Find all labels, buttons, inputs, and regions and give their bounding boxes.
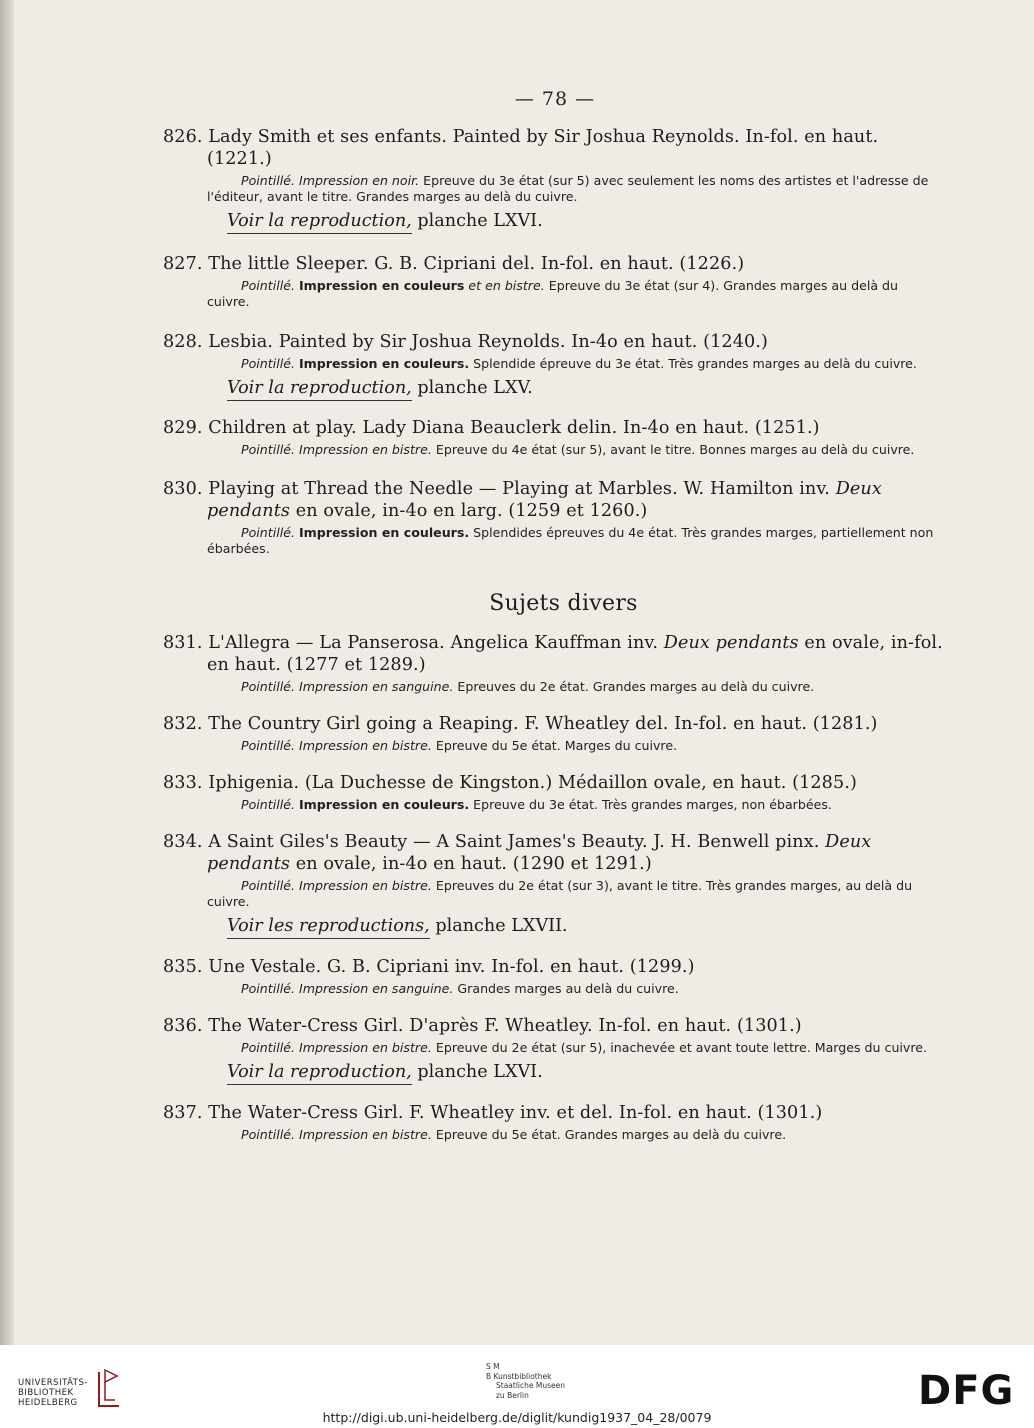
entry-heading (163, 478, 944, 522)
entry-heading: 827. The little Sleeper. G. B. Cipriani del. In-fol. en haut. (1226.) (163, 254, 745, 274)
section-title: Sujets divers (489, 591, 638, 616)
technique: Impression en bistre. (298, 878, 432, 893)
technique-prefix: Pointillé. (241, 356, 295, 371)
technique: Impression en bistre. (298, 738, 432, 753)
logo-line: B Kunstbibliothek (486, 1371, 552, 1381)
technique-prefix: Pointillé. (241, 679, 295, 694)
technique-prefix: Pointillé. (241, 1127, 295, 1142)
logo-line: UNIVERSITÄTS- (18, 1378, 88, 1388)
museum-logo[interactable] (486, 1362, 565, 1400)
dfg-logo[interactable]: DFG (918, 1368, 1015, 1414)
library-mark-icon (93, 1368, 123, 1410)
entry-830 (163, 478, 944, 557)
entry-826 (163, 126, 944, 231)
reproduction-link[interactable]: Voir la reproduction, (227, 211, 412, 234)
description-text: Epreuve du 3e état (sur 4). Grandes marges au delà du cuivre. (207, 278, 899, 309)
plate-label: planche LXV. (411, 378, 533, 398)
page-spine-shadow (0, 0, 14, 1345)
technique-prefix: Pointillé. (241, 442, 295, 457)
entry-description (163, 173, 944, 205)
entry-heading: 836. The Water-Cress Girl. D'après F. Wheatley. In-fol. en haut. (1301.) (163, 1016, 802, 1036)
entry-836 (163, 1015, 944, 1082)
catalogue-entries (163, 123, 944, 1143)
entry-description (163, 1127, 944, 1143)
heading-text: 830. Playing at Thread the Needle — Playing at Marbles. W. Hamilton inv. (163, 479, 830, 499)
entry-description (163, 738, 944, 754)
technique-prefix: Pointillé. (241, 173, 295, 188)
entry-835 (163, 956, 944, 997)
heading-italic: Deux pendants (207, 832, 872, 874)
entry-description (163, 797, 944, 813)
reproduction-reference (163, 378, 944, 398)
technique: Impression en sanguine. (298, 679, 454, 694)
entry-description (163, 278, 944, 310)
logo-line: zu Berlin (496, 1390, 529, 1400)
description-text: Grandes marges au delà du cuivre. (453, 981, 679, 996)
description-text: Epreuve du 5e état. Grandes marges au delà du cuivre. (431, 1127, 787, 1142)
technique: Impression en couleurs (298, 278, 465, 293)
description-text: Splendides épreuves du 4e état. Très grandes marges, partiellement non ébarbées. (207, 525, 934, 556)
technique: Impression en couleurs. (298, 356, 470, 371)
entry-description (163, 525, 944, 557)
entry-834 (163, 831, 944, 936)
entry-827 (163, 253, 944, 310)
technique-prefix: Pointillé. (241, 525, 295, 540)
description-text: Epreuves du 2e état (sur 3), avant le titre. Très grandes marges, au delà du cuivre. (207, 878, 913, 909)
description-text: Epreuve du 3e état. Très grandes marges, non ébarbées. (469, 797, 832, 812)
page-url[interactable]: http://digi.ub.uni-heidelberg.de/diglit/kundig1937_04_28/0079 (322, 1410, 712, 1425)
entry-heading (163, 632, 944, 676)
entry-831 (163, 632, 944, 695)
description-text: Epreuve du 2e état (sur 5), inachevée et avant toute lettre. Marges du cuivre. (431, 1040, 928, 1055)
technique: Impression en bistre. (298, 1127, 432, 1142)
description-text: Epreuve du 4e état (sur 5), avant le titre. Bonnes marges au delà du cuivre. (431, 442, 915, 457)
reproduction-link[interactable]: Voir les reproductions, (227, 916, 430, 939)
entry-heading: 826. Lady Smith et ses enfants. Painted by Sir Joshua Reynolds. In-fol. en haut. (1221.) (163, 127, 879, 169)
plate-label: planche LXVI. (411, 211, 543, 231)
description-text: Epreuve du 5e état. Marges du cuivre. (431, 738, 678, 753)
entry-heading: 832. The Country Girl going a Reaping. F. Wheatley del. In-fol. en haut. (1281.) (163, 714, 878, 734)
description-text: Epreuves du 2e état. Grandes marges au delà du cuivre. (453, 679, 815, 694)
technique-detail: et en bistre. (464, 278, 545, 293)
entry-description (163, 356, 944, 372)
entry-832 (163, 713, 944, 754)
entry-heading: 835. Une Vestale. G. B. Cipriani inv. In-fol. en haut. (1299.) (163, 957, 695, 977)
technique: Impression en bistre. (298, 1040, 432, 1055)
reproduction-reference (163, 1062, 944, 1082)
logo-line: S M (486, 1362, 500, 1371)
entry-heading: 833. Iphigenia. (La Duchesse de Kingston.) Médaillon ovale, en haut. (1285.) (163, 773, 857, 793)
reproduction-link[interactable]: Voir la reproduction, (227, 378, 412, 401)
description-text: Epreuve du 3e état (sur 5) avec seulement les noms des artistes et l'adresse de l'éditeur, avant le titre. Grandes marges au delà du cuivre. (207, 173, 929, 204)
logo-line: Staatliche Museen (496, 1381, 565, 1390)
technique-prefix: Pointillé. (241, 1040, 295, 1055)
technique: Impression en couleurs. (298, 525, 470, 540)
university-library-logo[interactable] (18, 1378, 88, 1408)
entry-837 (163, 1102, 944, 1143)
description-text: Splendide épreuve du 3e état. Très grandes marges au delà du cuivre. (469, 356, 917, 371)
plate-label: planche LXVI. (411, 1062, 543, 1082)
logo-line: HEIDELBERG (18, 1398, 78, 1408)
technique: Impression en sanguine. (298, 981, 454, 996)
entry-description (163, 1040, 944, 1056)
entry-description (163, 981, 944, 997)
reproduction-link[interactable]: Voir la reproduction, (227, 1062, 412, 1085)
technique-prefix: Pointillé. (241, 738, 295, 753)
plate-label: planche LXVII. (429, 916, 568, 936)
heading-tail: en ovale, in-4o en larg. (1259 et 1260.) (290, 501, 648, 521)
heading-tail: en ovale, in-4o en haut. (1290 et 1291.) (290, 854, 652, 874)
entry-heading: 829. Children at play. Lady Diana Beauclerk delin. In-4o en haut. (1251.) (163, 418, 820, 438)
entry-description (163, 442, 944, 458)
heading-italic: Deux pendants (207, 479, 882, 521)
technique-prefix: Pointillé. (241, 278, 295, 293)
technique-prefix: Pointillé. (241, 981, 295, 996)
entry-description (163, 679, 944, 695)
entry-828 (163, 331, 944, 398)
entry-833 (163, 772, 944, 813)
entry-heading: 828. Lesbia. Painted by Sir Joshua Reynolds. In-4o en haut. (1240.) (163, 332, 768, 352)
entry-description (163, 878, 944, 910)
technique-prefix: Pointillé. (241, 797, 295, 812)
technique: Impression en bistre. (298, 442, 432, 457)
logo-line: BIBLIOTHEK (18, 1388, 74, 1398)
heading-tail: en ovale, in-fol. en haut. (1277 et 1289.) (207, 633, 943, 675)
page-number: — 78 — (514, 88, 596, 110)
heading-italic: Deux pendants (658, 633, 799, 653)
entry-heading: 837. The Water-Cress Girl. F. Wheatley inv. et del. In-fol. en haut. (1301.) (163, 1103, 823, 1123)
reproduction-reference (163, 211, 944, 231)
technique: Impression en noir. (298, 173, 420, 188)
entry-829 (163, 417, 944, 458)
heading-text: 831. L'Allegra — La Panserosa. Angelica Kauffman inv. (163, 633, 659, 653)
reproduction-reference (163, 916, 944, 936)
entry-heading (163, 831, 944, 875)
technique-prefix: Pointillé. (241, 878, 295, 893)
heading-text: 834. A Saint Giles's Beauty — A Saint James's Beauty. J. H. Benwell pinx. (163, 832, 820, 852)
technique: Impression en couleurs. (298, 797, 470, 812)
